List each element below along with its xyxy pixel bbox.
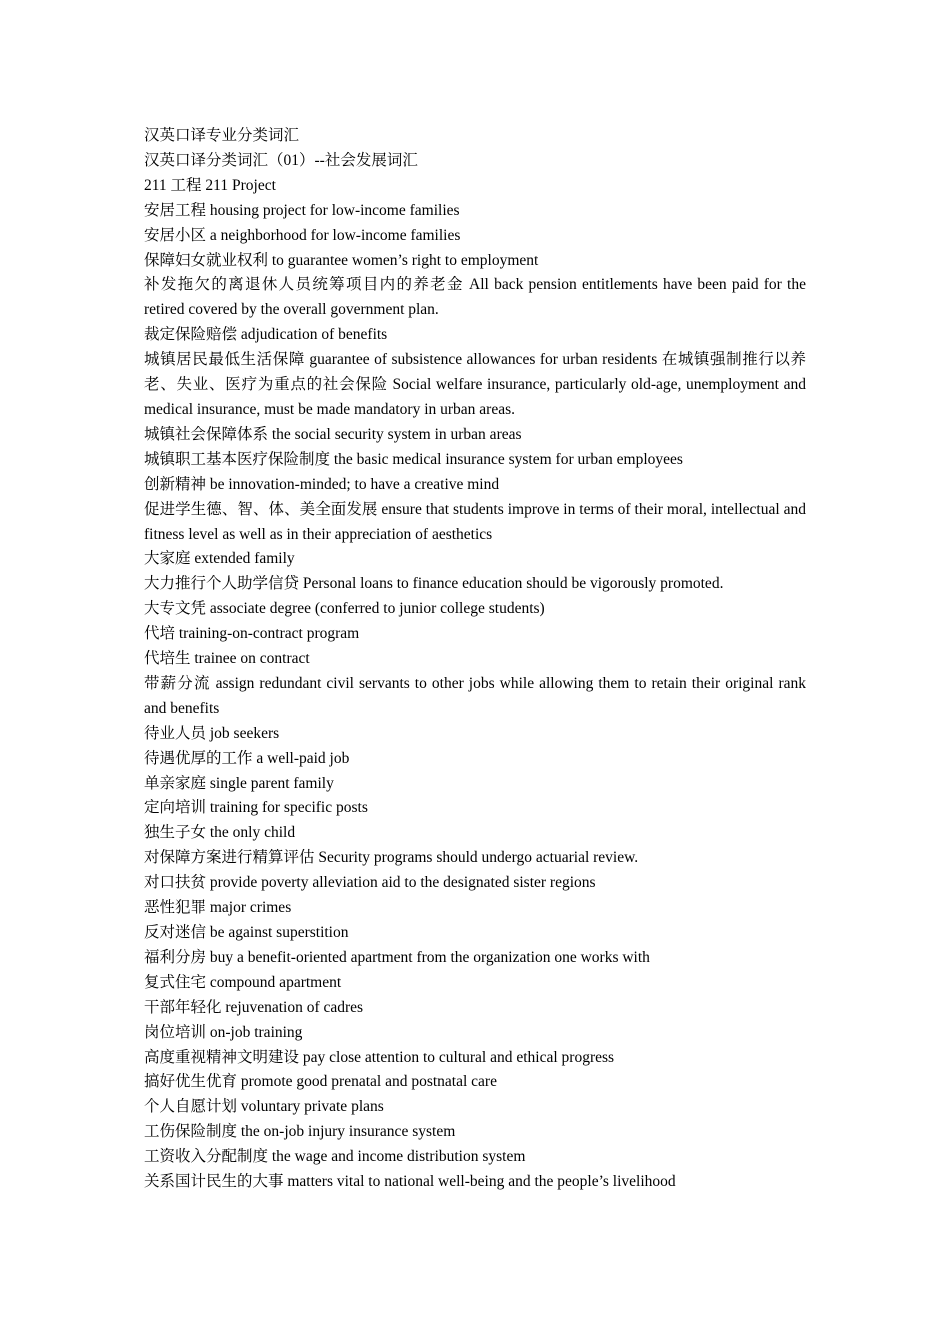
glossary-entry: 代培 training-on-contract program xyxy=(144,625,360,643)
glossary-entry: 创新精神 be innovation-minded; to have a creative mind xyxy=(144,475,500,493)
glossary-entry: 干部年轻化 rejuvenation of cadres xyxy=(144,998,364,1016)
glossary-entry: 高度重视精神文明建设 pay close attention to cultural and ethical progress xyxy=(144,1048,615,1066)
glossary-entry: 代培生 trainee on contract xyxy=(144,650,310,668)
glossary-entry: 大家庭 extended family xyxy=(144,550,295,568)
document-subtitle: 汉英口译分类词汇（01）--社会发展词汇 xyxy=(144,151,418,169)
glossary-entry: 城镇职工基本医疗保险制度 the basic medical insurance system for urban employees xyxy=(144,450,683,468)
glossary-entry: 裁定保险赔偿 adjudication of benefits xyxy=(144,326,388,344)
glossary-entry: 城镇居民最低生活保障 guarantee of subsistence allowances for urban residents 在城镇强制推行以养老、失业、医疗为重点的社会保险 Social welfare insurance, particularly old-age, unemployment and medical insurance, must be made mandatory in urban areas. xyxy=(144,351,806,418)
glossary-entry: 独生子女 the only child xyxy=(144,824,296,842)
glossary-entry: 复式住宅 compound apartment xyxy=(144,973,342,991)
glossary-entry: 搞好优生优育 promote good prenatal and postnatal care xyxy=(144,1073,497,1091)
glossary-entry: 定向培训 training for specific posts xyxy=(144,799,368,817)
glossary-list xyxy=(144,174,806,1195)
glossary-entry: 大专文凭 associate degree (conferred to junior college students) xyxy=(144,600,545,618)
glossary-entry: 对保障方案进行精算评估 Security programs should undergo actuarial review. xyxy=(144,849,639,867)
glossary-entry: 补发拖欠的离退休人员统筹项目内的养老金 All back pension entitlements have been paid for the retired covered by the overall government plan. xyxy=(144,276,806,319)
glossary-entry: 工伤保险制度 the on-job injury insurance system xyxy=(144,1123,456,1141)
glossary-entry: 保障妇女就业权利 to guarantee women’s right to employment xyxy=(144,251,539,269)
document-title: 汉英口译专业分类词汇 xyxy=(144,127,300,144)
glossary-entry: 211 工程 211 Project xyxy=(144,176,276,194)
glossary-entry: 岗位培训 on-job training xyxy=(144,1023,303,1041)
glossary-entry: 大力推行个人助学信贷 Personal loans to finance education should be vigorously promoted. xyxy=(144,575,724,593)
glossary-entry: 安居工程 housing project for low-income families xyxy=(144,201,460,219)
glossary-entry: 关系国计民生的大事 matters vital to national well-being and the people’s livelihood xyxy=(144,1173,676,1191)
glossary-entry: 安居小区 a neighborhood for low-income families xyxy=(144,226,461,244)
glossary-entry: 待遇优厚的工作 a well-paid job xyxy=(144,749,350,767)
glossary-entry: 城镇社会保障体系 the social security system in urban areas xyxy=(144,425,522,443)
glossary-entry: 促进学生德、智、体、美全面发展 ensure that students improve in terms of their moral, intellectual and fitness level as well as in their appreciation of aesthetics xyxy=(144,500,806,543)
glossary-entry: 对口扶贫 provide poverty alleviation aid to the designated sister regions xyxy=(144,874,596,892)
glossary-entry: 带薪分流 assign redundant civil servants to other jobs while allowing them to retain their original rank and benefits xyxy=(144,674,806,717)
glossary-entry: 个人自愿计划 voluntary private plans xyxy=(144,1098,384,1116)
glossary-entry: 单亲家庭 single parent family xyxy=(144,774,334,792)
glossary-entry: 福利分房 buy a benefit-oriented apartment from the organization one works with xyxy=(144,948,650,966)
glossary-entry: 工资收入分配制度 the wage and income distribution system xyxy=(144,1148,526,1166)
glossary-entry: 恶性犯罪 major crimes xyxy=(144,899,292,917)
document-body xyxy=(144,124,806,1195)
glossary-entry: 待业人员 job seekers xyxy=(144,724,280,742)
glossary-entry: 反对迷信 be against superstition xyxy=(144,924,349,941)
